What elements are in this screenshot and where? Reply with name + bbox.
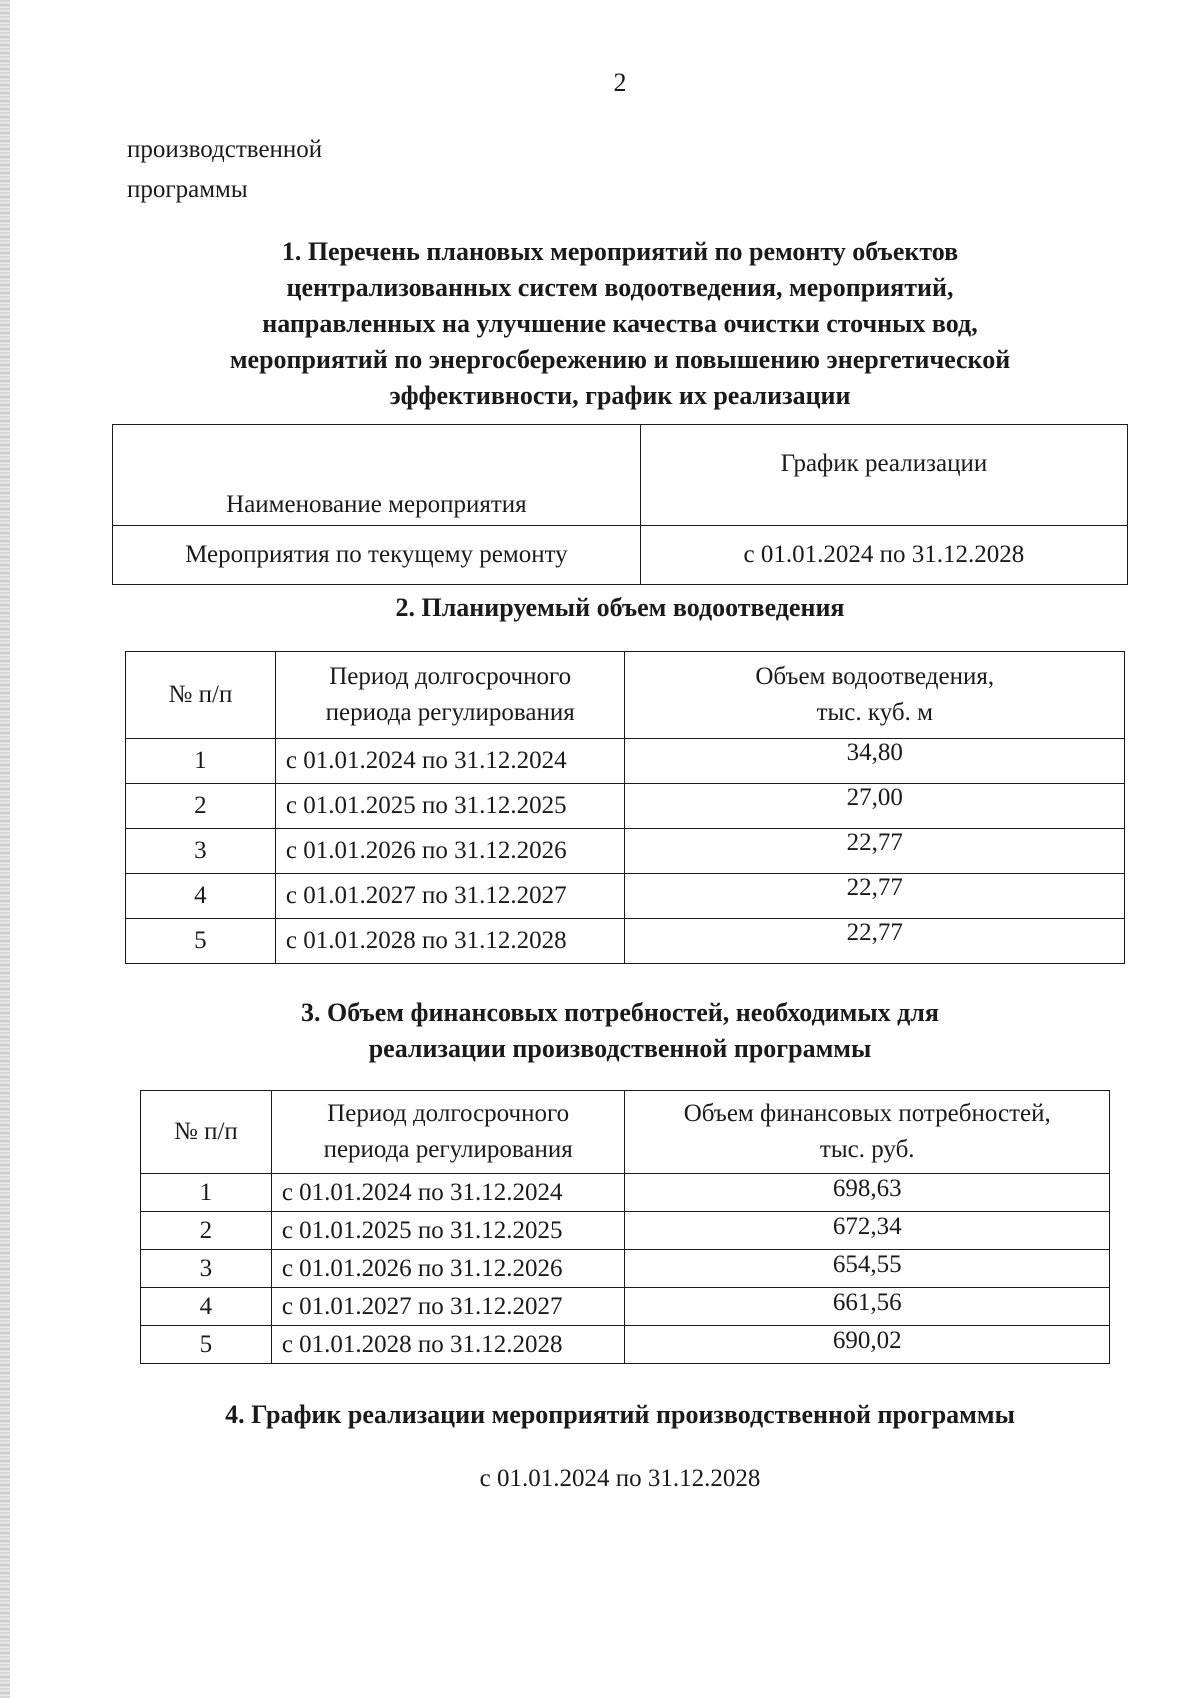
section-4-heading: 4. График реализации мероприятий производственной программы [225,1400,1015,1429]
table-row [113,526,1128,585]
column-header: Объем водоотведения, тыс. куб. м [625,652,1125,739]
row-value: 22,77 [625,919,1125,964]
table-row [141,1174,1110,1212]
row-number: 5 [126,919,276,964]
section-1-heading: 1. Перечень плановых мероприятий по ремонту объектов централизованных систем водоотведения, мероприятий, направленных на улучшение качества очистки сточных вод, мероприятий по энергосбережению и повышению энергетической эффективности, график их реализации [229,237,1011,410]
table-row [141,1250,1110,1288]
table-row [141,1212,1110,1250]
row-period: с 01.01.2027 по 31.12.2027 [275,874,625,919]
table-row [126,784,1125,829]
row-value: 34,80 [625,739,1125,784]
row-value: 654,55 [625,1250,1110,1288]
column-header: Период долгосрочного периода регулирования [275,652,625,739]
column-header: Наименование мероприятия [113,425,641,526]
row-value: 661,56 [625,1288,1110,1326]
row-value: 22,77 [625,874,1125,919]
continuation-text [127,130,322,210]
row-value: 698,63 [625,1174,1110,1212]
row-period: с 01.01.2027 по 31.12.2027 [271,1288,625,1326]
row-number: 3 [126,829,276,874]
table-row [141,1288,1110,1326]
row-value: 690,02 [625,1326,1110,1364]
measures-table [112,424,1128,585]
column-header: Период долгосрочного периода регулирования [271,1091,625,1174]
row-period: с 01.01.2025 по 31.12.2025 [271,1212,625,1250]
column-header: График реализации [640,425,1127,526]
table-header-row [113,425,1128,526]
row-number: 3 [141,1250,272,1288]
column-header: Объем финансовых потребностей, тыс. руб. [625,1091,1110,1174]
table-row [126,829,1125,874]
table-row [141,1326,1110,1364]
row-period: с 01.01.2026 по 31.12.2026 [275,829,625,874]
row-value: 27,00 [625,784,1125,829]
table-cell: Мероприятия по текущему ремонту [113,526,641,585]
scan-edge [0,0,10,1698]
section-3-heading: 3. Объем финансовых потребностей, необходимых для реализации производственной программы [301,998,939,1063]
row-period: с 01.01.2026 по 31.12.2026 [271,1250,625,1288]
table-header-row [141,1091,1110,1174]
row-number: 2 [141,1212,272,1250]
row-number: 5 [141,1326,272,1364]
implementation-period: с 01.01.2024 по 31.12.2028 [479,1465,761,1492]
page-number: 2 [613,68,627,97]
row-period: с 01.01.2025 по 31.12.2025 [275,784,625,829]
table-row [126,874,1125,919]
table-row [126,919,1125,964]
row-number: 2 [126,784,276,829]
financial-needs-table [140,1090,1110,1364]
row-value: 672,34 [625,1212,1110,1250]
column-header: № п/п [141,1091,272,1174]
continuation-line-2: программы [127,176,248,203]
column-header: № п/п [126,652,276,739]
row-period: с 01.01.2024 по 31.12.2024 [275,739,625,784]
row-number: 1 [126,739,276,784]
table-cell: с 01.01.2024 по 31.12.2028 [640,526,1127,585]
row-period: с 01.01.2028 по 31.12.2028 [275,919,625,964]
row-number: 1 [141,1174,272,1212]
row-period: с 01.01.2028 по 31.12.2028 [271,1326,625,1364]
table-row [126,739,1125,784]
row-period: с 01.01.2024 по 31.12.2024 [271,1174,625,1212]
continuation-line-1: производственной [127,136,323,163]
row-value: 22,77 [625,829,1125,874]
water-volume-table [125,651,1125,964]
table-header-row [126,652,1125,739]
row-number: 4 [126,874,276,919]
row-number: 4 [141,1288,272,1326]
section-2-heading: 2. Планируемый объем водоотведения [395,593,845,622]
